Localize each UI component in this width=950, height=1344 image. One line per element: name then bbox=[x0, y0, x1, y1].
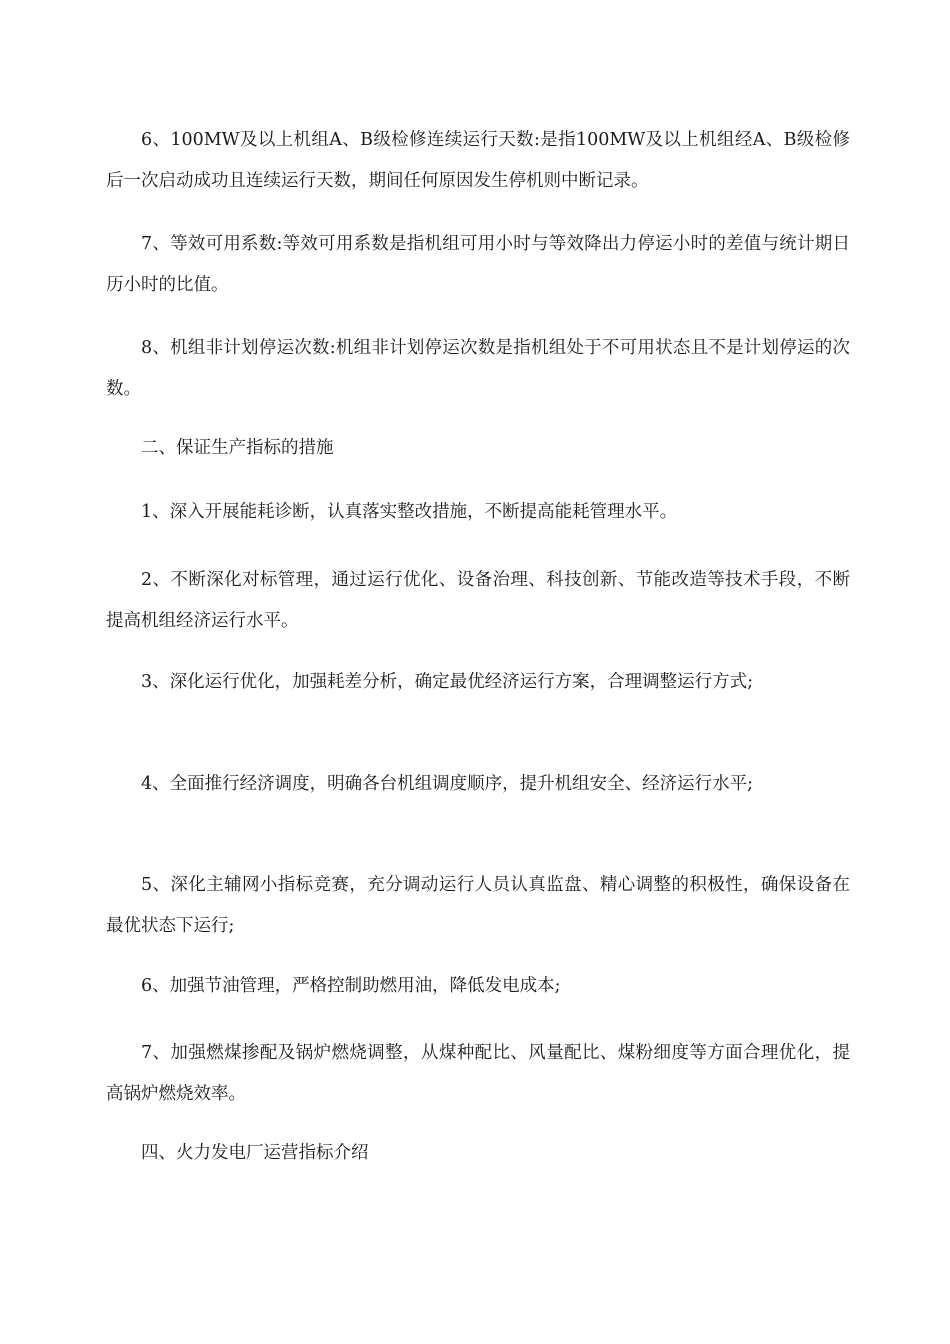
measure-item-5: 5、深化主辅网小指标竞赛，充分调动运行人员认真监盘、精心调整的积极性，确保设备在最优状态下运行; bbox=[106, 875, 850, 936]
measure-item-3: 3、深化运行优化，加强耗差分析，确定最优经济运行方案，合理调整运行方式; bbox=[141, 672, 754, 692]
section-heading-measures: 二、保证生产指标的措施 bbox=[141, 438, 334, 458]
paragraph-item-6-overhaul-days: 6、100MW及以上机组A、B级检修连续运行天数:是指100MW及以上机组经A、B级检修后一次启动成功且连续运行天数，期间任何原因发生停机则中断记录。 bbox=[106, 130, 850, 191]
measure-item-4: 4、全面推行经济调度，明确各台机组调度顺序，提升机组安全、经济运行水平; bbox=[141, 774, 754, 794]
measure-item-6: 6、加强节油管理，严格控制助燃用油，降低发电成本; bbox=[141, 976, 561, 996]
measure-item-1: 1、深入开展能耗诊断，认真落实整改措施，不断提高能耗管理水平。 bbox=[141, 502, 678, 522]
measure-item-7: 7、加强燃煤掺配及锅炉燃烧调整，从煤种配比、风量配比、煤粉细度等方面合理优化，提高锅炉燃烧效率。 bbox=[106, 1043, 850, 1104]
paragraph-item-7-equivalent-availability: 7、等效可用系数:等效可用系数是指机组可用小时与等效降出力停运小时的差值与统计期日历小时的比值。 bbox=[106, 234, 850, 295]
paragraph-item-8-unplanned-outages: 8、机组非计划停运次数:机组非计划停运次数是指机组处于不可用状态且不是计划停运的次数。 bbox=[106, 338, 850, 399]
measure-item-2: 2、不断深化对标管理，通过运行优化、设备治理、科技创新、节能改造等技术手段，不断提高机组经济运行水平。 bbox=[106, 570, 850, 631]
section-heading-operating-indicators: 四、火力发电厂运营指标介绍 bbox=[141, 1143, 369, 1163]
